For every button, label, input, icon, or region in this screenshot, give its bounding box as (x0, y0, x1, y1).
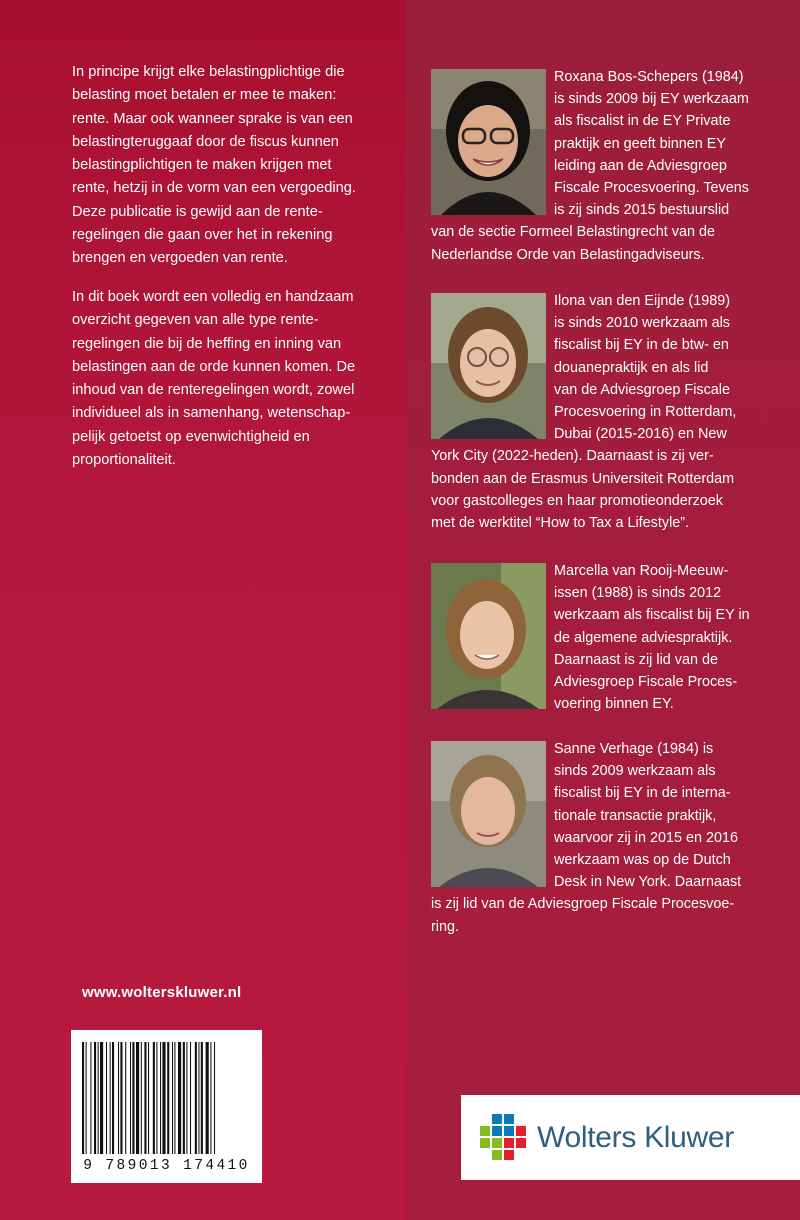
bio-line: Marcella van Rooij-Meeuw- (554, 563, 729, 579)
blurb-line: rente, hetzij in de vorm van een vergoeding. (72, 180, 356, 197)
bio-line: als fiscalist in de EY Private (554, 113, 731, 130)
bio-line: leiding aan de Adviesgroep (554, 157, 727, 174)
barcode-bar (112, 1042, 114, 1154)
bio-line: is zij lid van de Adviesgroep Fiscale Procesvoe- (431, 896, 735, 913)
bio-line: York City (2022-heden). Daarnaast is zij ver- (431, 448, 714, 465)
bio-line: praktijk en geeft binnen EY (554, 135, 726, 152)
bio-line: Desk in New York. Daarnaast (554, 874, 742, 891)
barcode-bar (210, 1042, 211, 1154)
barcode-bar (120, 1042, 122, 1154)
mosaic-tile (504, 1138, 514, 1148)
barcode-bar (86, 1042, 87, 1154)
bio-line: fiscalist bij EY in de btw- en (554, 337, 729, 354)
bio-line: fiscalist bij EY in de interna- (554, 785, 731, 802)
mosaic-tile (504, 1150, 514, 1160)
barcode-bar (172, 1042, 173, 1154)
blurb-line: belastingteruggaaf door de fiscus kunnen (72, 133, 339, 150)
barcode-bar (174, 1042, 175, 1154)
mosaic-tile (480, 1138, 490, 1148)
barcode-bar (214, 1042, 215, 1154)
barcode-bar (190, 1042, 191, 1154)
mosaic-tile (516, 1138, 526, 1148)
barcode-bar (206, 1042, 209, 1154)
author-bio-marcella (431, 560, 791, 715)
barcode-number: 9 789013 174410 (83, 1158, 250, 1174)
bio-line: Ilona van den Eijnde (1989) (554, 293, 731, 309)
bio-line: is sinds 2009 bij EY werkzaam (554, 91, 749, 108)
bio-line: tionale transactie praktijk, (554, 807, 717, 824)
bio-line: voering binnen EY. (554, 696, 674, 713)
barcode-bar (132, 1042, 134, 1154)
publisher-website-link[interactable]: www.wolterskluwer.nl (82, 984, 242, 1001)
publisher-logo (461, 1095, 800, 1180)
barcode-bar (167, 1042, 169, 1154)
blurb-line: proportionaliteit. (72, 452, 176, 469)
mosaic-tile (492, 1138, 502, 1148)
blurb-line: In principe krijgt elke belastingplichtige die (72, 64, 345, 80)
barcode-bar (130, 1042, 131, 1154)
barcode-bars (82, 1042, 251, 1154)
mosaic-tile (480, 1126, 490, 1136)
mosaic-tile (492, 1114, 502, 1124)
bio-line: Daarnaast is zij lid van de (554, 651, 718, 668)
isbn-barcode (71, 1030, 262, 1183)
blurb-line: belastingplichtigen te maken krijgen met (72, 157, 332, 174)
bio-line: waarvoor zij in 2015 en 2016 (554, 829, 739, 846)
barcode-bar (153, 1042, 155, 1154)
bio-line: Sanne Verhage (1984) is (554, 741, 714, 757)
bio-line: voor gastcolleges en haar promotieonderzoek (431, 492, 723, 509)
blurb-line: pelijk getoetst op evenwichtigheid en (72, 428, 310, 445)
bio-line: Adviesgroep Fiscale Proces- (554, 674, 738, 691)
barcode-bar (136, 1042, 139, 1154)
barcode-bar (106, 1042, 107, 1154)
blurb-line: regelingen die bij de heffing en inning van (72, 335, 342, 352)
blurb-line: inhoud van de renteregelingen wordt, zowel (72, 382, 355, 399)
barcode-bar (162, 1042, 165, 1154)
mosaic-tile (504, 1114, 514, 1124)
barcode-bar (183, 1042, 185, 1154)
barcode-bar (195, 1042, 197, 1154)
blurb-line: belastingen aan de orde kunnen komen. De (72, 358, 356, 375)
bio-line: werkzaam was op de Dutch (554, 852, 731, 869)
mosaic-tile (516, 1126, 526, 1136)
publisher-name: Wolters Kluwer (537, 1121, 734, 1154)
bio-line: Procesvoering in Rotterdam, (554, 404, 737, 421)
barcode-bar (100, 1042, 103, 1154)
barcode-bar (110, 1042, 111, 1154)
bio-line: van de sectie Formeel Belastingrecht van de (431, 224, 715, 241)
mosaic-tile (504, 1126, 514, 1136)
barcode-bar (98, 1042, 99, 1154)
blurb-line: overzicht gegeven van alle type rente- (72, 312, 319, 329)
bio-line: is sinds 2010 werkzaam als (554, 315, 730, 332)
bio-line: van de Adviesgroep Fiscale (554, 381, 730, 398)
bio-line: is zij sinds 2015 bestuurslid (554, 202, 730, 219)
barcode-bar (156, 1042, 157, 1154)
barcode-bar (198, 1042, 199, 1154)
bio-line: bonden aan de Erasmus Universiteit Rotterdam (431, 470, 735, 487)
bio-line: de algemene adviespraktijk. (554, 629, 733, 646)
barcode-bar (201, 1042, 203, 1154)
barcode-bar (144, 1042, 146, 1154)
bio-line: douanepraktijk en als lid (554, 359, 709, 376)
author-bio-sanne (431, 738, 793, 938)
mosaic-tile (492, 1150, 502, 1160)
bio-line: Nederlandse Orde van Belastingadviseurs. (431, 246, 705, 263)
barcode-bar (148, 1042, 149, 1154)
blurb-line: In dit boek wordt een volledig en handzaam (72, 289, 354, 305)
bio-line: Fiscale Procesvoering. Tevens (554, 180, 749, 197)
barcode-bar (94, 1042, 96, 1154)
barcode-bar (125, 1042, 126, 1154)
author-bio-ilona (431, 290, 793, 534)
blurb-line: Deze publicatie is gewijd aan de rente- (72, 203, 323, 220)
bio-line: ring. (431, 918, 459, 935)
bio-line: werkzaam als fiscalist bij EY in (554, 607, 750, 624)
barcode-bar (118, 1042, 119, 1154)
blurb-paragraph-1 (72, 61, 392, 271)
bio-line: Roxana Bos-Schepers (1984) (554, 69, 744, 85)
barcode-bar (160, 1042, 161, 1154)
blurb-line: individueel als in samenhang, wetenschap- (72, 405, 351, 422)
mosaic-tile (492, 1126, 502, 1136)
bio-line: met de werktitel “How to Tax a Lifestyle”. (431, 515, 690, 532)
barcode-bar (141, 1042, 142, 1154)
author-bio-roxana (431, 66, 791, 266)
blurb-paragraph-2 (72, 286, 392, 472)
barcode-bar (186, 1042, 187, 1154)
blurb-line: regelingen die gaan over het in rekening (72, 227, 333, 244)
wolters-kluwer-mosaic-icon (479, 1113, 527, 1161)
bio-line: issen (1988) is sinds 2012 (554, 585, 722, 602)
barcode-bar (82, 1042, 84, 1154)
barcode-bar (178, 1042, 181, 1154)
barcode-bar (90, 1042, 91, 1154)
bio-line: sinds 2009 werkzaam als (554, 763, 716, 780)
bio-line: Dubai (2015-2016) en New (554, 426, 727, 443)
blurb-line: rente. Maar ook wanneer sprake is van een (72, 110, 353, 127)
blurb-line: brengen en vergoeden van rente. (72, 250, 288, 267)
blurb-line: belasting moet betalen er mee te maken: (72, 87, 337, 104)
